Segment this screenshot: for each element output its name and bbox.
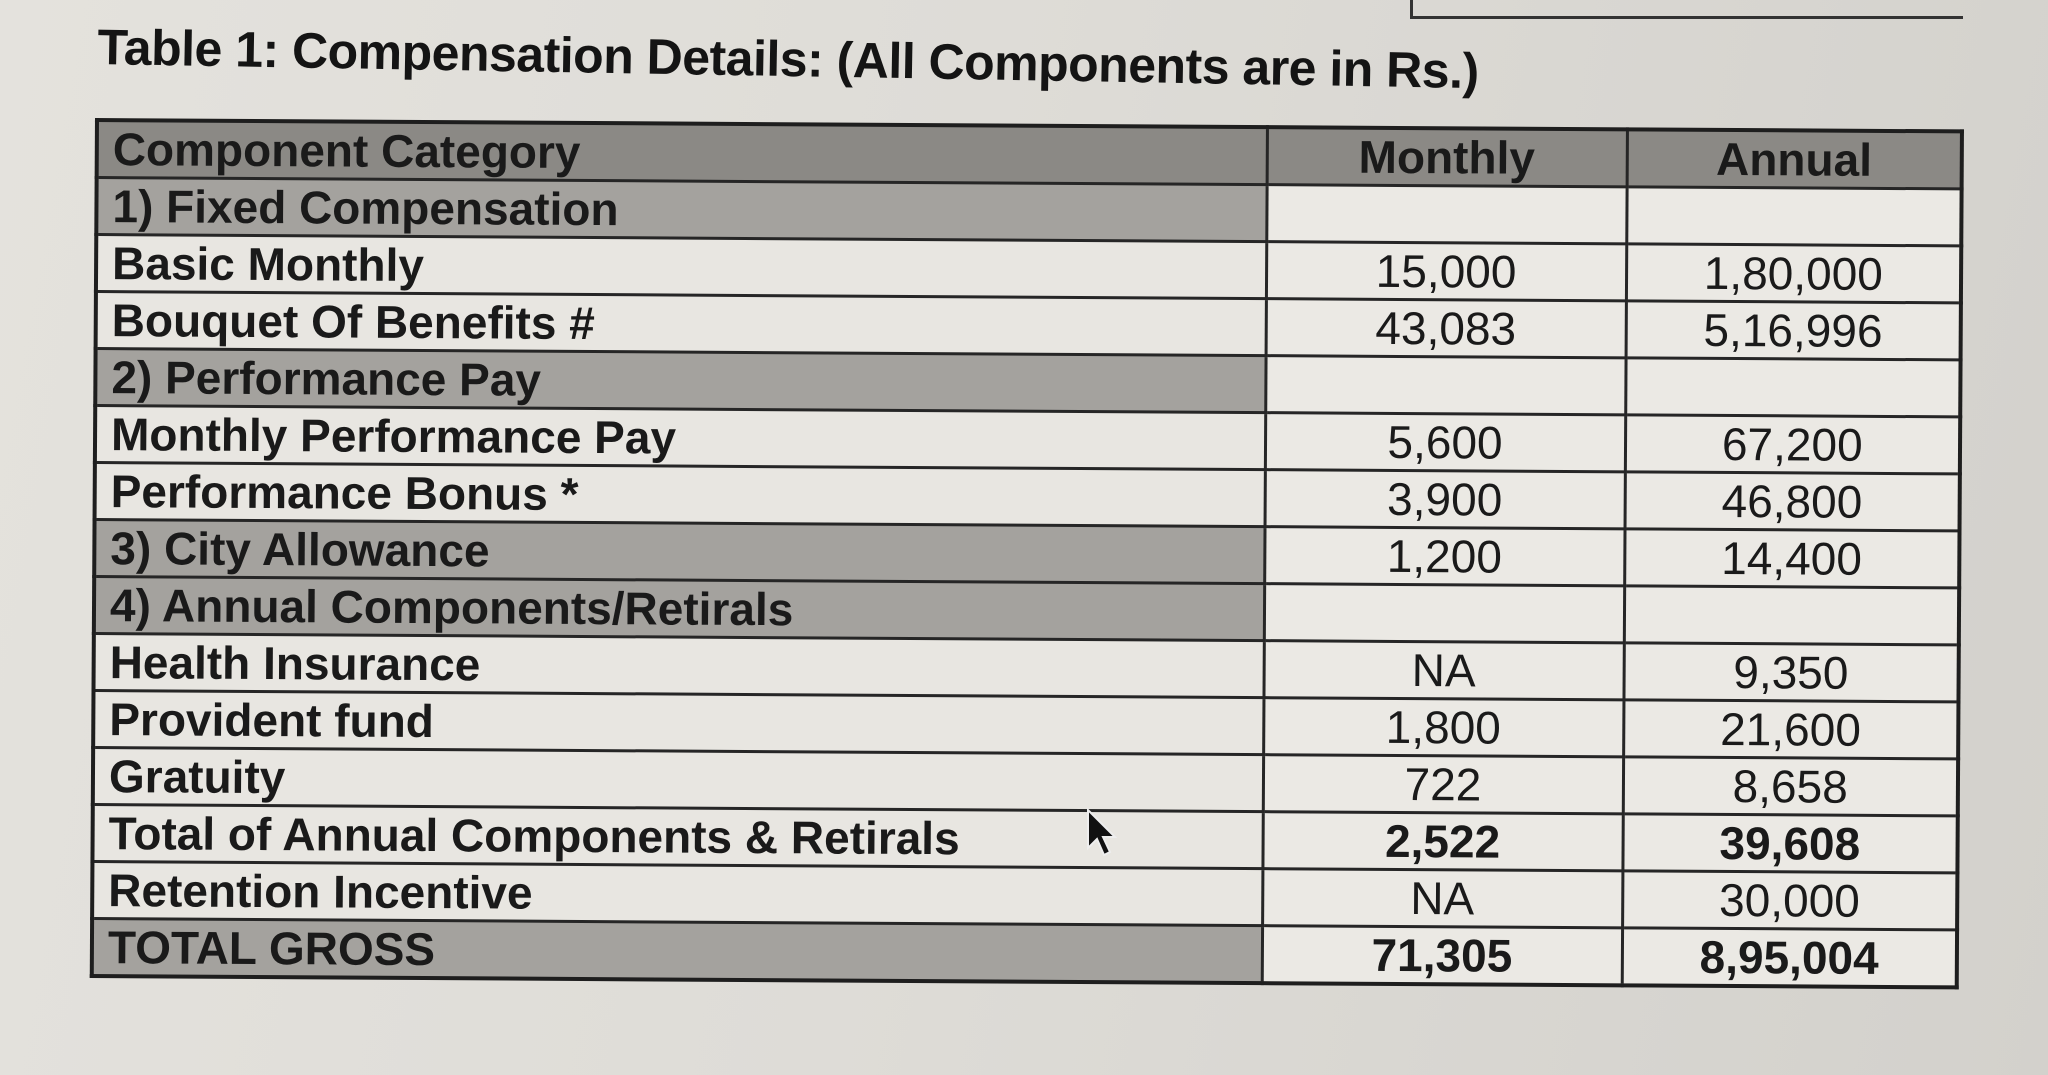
monthly-cell: 5,600 <box>1265 413 1625 472</box>
table-row <box>92 918 1957 987</box>
monthly-cell: 3,900 <box>1265 470 1625 529</box>
table-caption: Table 1: Compensation Details: (All Components are in Rs.) <box>97 18 1480 100</box>
row-label: Basic Monthly <box>96 235 1266 299</box>
compensation-table <box>90 118 1964 989</box>
annual-cell: 8,95,004 <box>1622 928 1957 988</box>
annual-cell: 1,80,000 <box>1626 244 1961 303</box>
monthly-cell: 1,200 <box>1264 527 1624 586</box>
annual-cell <box>1624 586 1959 645</box>
row-label: Bouquet Of Benefits # <box>96 292 1266 356</box>
monthly-cell <box>1266 185 1626 244</box>
annual-cell: 46,800 <box>1625 472 1960 531</box>
table-body <box>92 178 1962 988</box>
monthly-cell <box>1264 584 1624 643</box>
monthly-cell: 2,522 <box>1262 812 1622 871</box>
row-label: 4) Annual Components/Retirals <box>94 577 1264 641</box>
monthly-cell: 722 <box>1263 755 1623 814</box>
annual-cell: 8,658 <box>1623 757 1958 816</box>
row-label: 3) City Allowance <box>94 520 1264 584</box>
row-label: TOTAL GROSS <box>92 918 1262 983</box>
annual-cell: 39,608 <box>1622 814 1957 873</box>
mouse-pointer-icon <box>1085 808 1119 858</box>
row-label: Total of Annual Components & Retirals <box>92 804 1262 868</box>
monthly-cell: 43,083 <box>1266 299 1626 358</box>
annual-cell: 5,16,996 <box>1626 301 1961 360</box>
annual-cell <box>1626 187 1961 246</box>
monthly-cell: NA <box>1263 641 1623 700</box>
header-category: Component Category <box>97 120 1267 185</box>
header-annual: Annual <box>1627 129 1962 189</box>
previous-table-edge <box>1410 0 1963 19</box>
monthly-cell: 15,000 <box>1266 242 1626 301</box>
annual-cell: 14,400 <box>1624 529 1959 588</box>
monthly-cell: NA <box>1262 869 1622 928</box>
row-label: 2) Performance Pay <box>95 349 1265 413</box>
row-label: Performance Bonus * <box>95 463 1265 527</box>
header-monthly: Monthly <box>1267 127 1627 187</box>
row-label: Gratuity <box>93 748 1263 812</box>
annual-cell: 30,000 <box>1622 871 1957 930</box>
row-label: Provident fund <box>93 691 1263 755</box>
row-label: 1) Fixed Compensation <box>96 178 1266 242</box>
row-label: Health Insurance <box>94 634 1264 698</box>
annual-cell: 9,350 <box>1623 643 1958 702</box>
annual-cell: 67,200 <box>1625 415 1960 474</box>
annual-cell <box>1625 358 1960 417</box>
row-label: Retention Incentive <box>92 861 1262 925</box>
annual-cell: 21,600 <box>1623 700 1958 759</box>
monthly-cell: 1,800 <box>1263 698 1623 757</box>
monthly-cell: 71,305 <box>1262 926 1622 986</box>
row-label: Monthly Performance Pay <box>95 406 1265 470</box>
compensation-table-wrapper <box>90 118 1960 989</box>
monthly-cell <box>1265 356 1625 415</box>
